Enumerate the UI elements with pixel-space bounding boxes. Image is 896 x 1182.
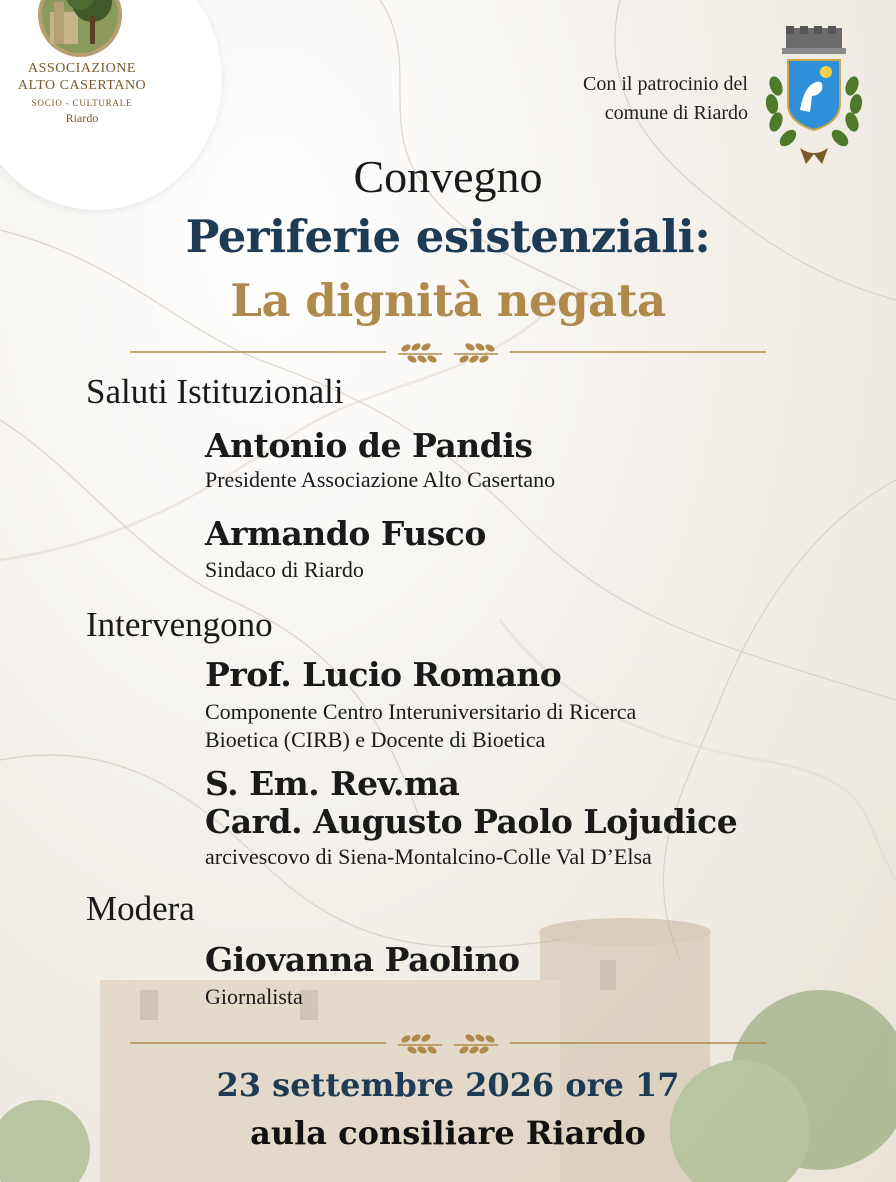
section-moderator: Modera [86,889,195,928]
event-date: 23 settembre 2026 ore 17 [216,1066,680,1104]
event-kicker: Convegno [353,151,543,202]
riardo-coat-of-arms-icon [760,26,868,168]
laurel-divider-icon [130,340,766,364]
moderator-role: Giornalista [205,984,303,1009]
speaker-name: Armando Fusco [205,514,486,553]
speaker-role: Sindaco di Riardo [205,557,364,582]
association-name-line2: ALTO CASERTANO [17,78,147,93]
event-title-line1: Periferie esistenziali: [185,210,711,263]
event-title-line2: La dignità negata [230,274,666,327]
speaker-name: Card. Augusto Paolo Lojudice [205,802,738,841]
speaker-role-line: Componente Centro Interuniversitario di Ricerca [205,699,637,724]
patronage-text [583,70,748,128]
laurel-divider-icon [130,1031,766,1055]
speaker-role-line: Bioetica (CIRB) e Docente di Bioetica [205,727,546,752]
speaker-name: S. Em. Rev.ma [205,764,460,803]
speaker-role: Presidente Associazione Alto Casertano [205,467,556,492]
tree-castle-logo-icon [36,0,124,58]
association-town: Riardo [65,111,99,125]
speaker-role: arcivescovo di Siena-Montalcino-Colle Val D’Elsa [205,844,652,869]
speaker-name: Prof. Lucio Romano [205,655,562,694]
event-venue: aula consiliare Riardo [250,1114,646,1152]
speaker-role [205,698,636,754]
section-greetings: Saluti Istituzionali [86,372,344,411]
moderator-name: Giovanna Paolino [205,940,520,979]
section-speakers: Intervengono [86,605,273,644]
speaker-name: Antonio de Pandis [205,426,533,465]
patronage-line2: comune di Riardo [604,102,748,124]
association-name-line1: ASSOCIAZIONE [28,61,136,76]
patronage-line1: Con il patrocinio del [583,73,748,95]
association-subtitle: SOCIO - CULTURALE [31,98,133,108]
